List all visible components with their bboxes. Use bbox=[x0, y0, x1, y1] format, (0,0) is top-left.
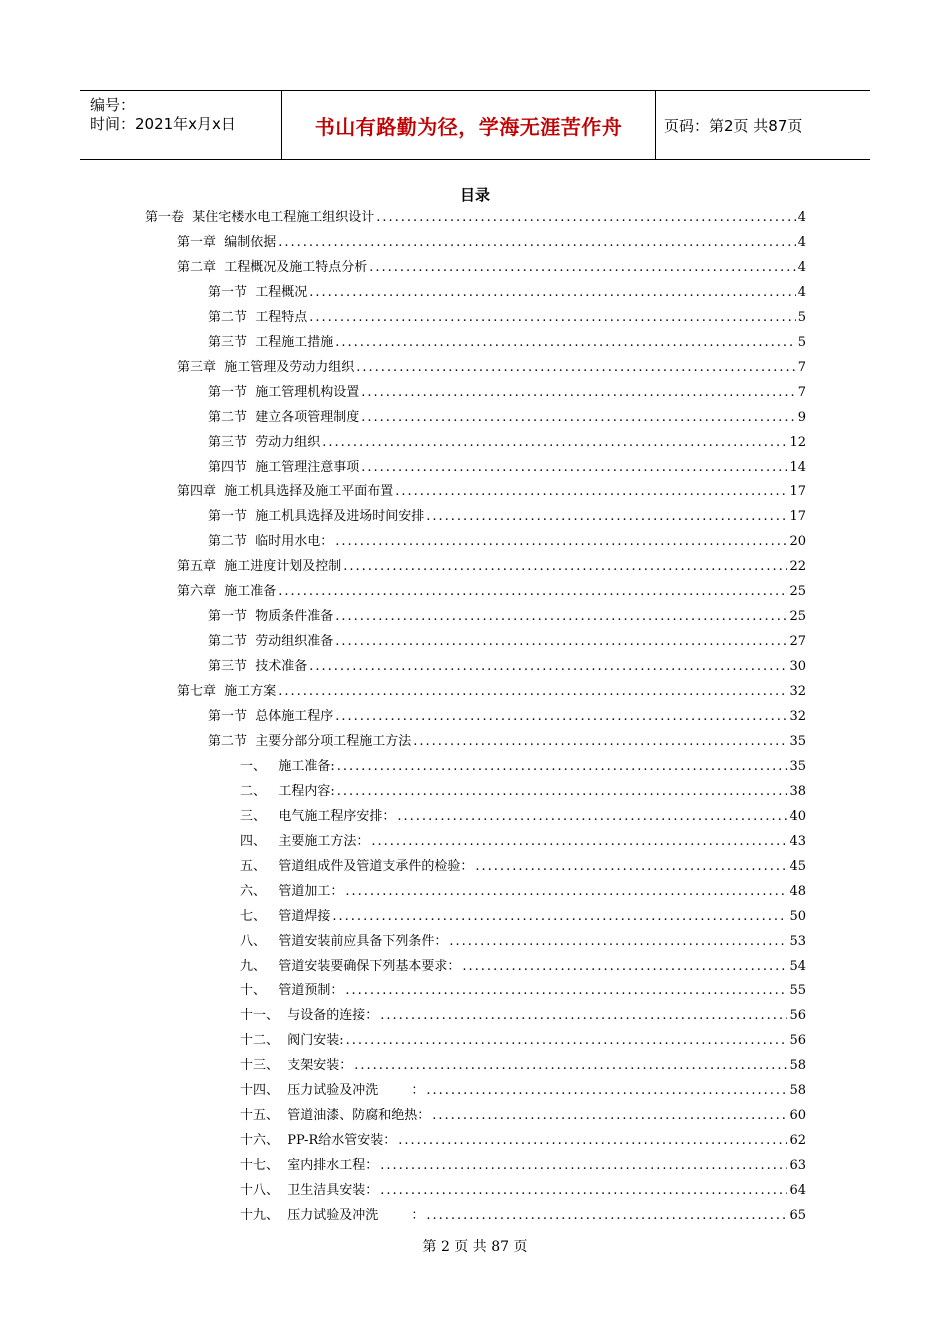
toc-entry[interactable] bbox=[240, 1031, 806, 1051]
toc-entry-title: 十七、 室内排水工程： bbox=[240, 1158, 379, 1174]
toc-entry[interactable] bbox=[240, 1131, 806, 1151]
toc-leader-dots bbox=[309, 308, 795, 328]
toc-leader-dots bbox=[397, 807, 787, 827]
toc-entry-title: 十六、 PP-R给水管安装： bbox=[240, 1133, 397, 1149]
toc-entry-title: 第二节 临时用水电： bbox=[208, 534, 334, 550]
toc-entry-page: 53 bbox=[789, 933, 806, 949]
toc-entry[interactable] bbox=[177, 482, 806, 502]
header-left-cell bbox=[80, 91, 281, 159]
toc-entry[interactable] bbox=[208, 383, 806, 403]
toc-entry[interactable] bbox=[177, 258, 806, 278]
toc-entry-page: 65 bbox=[789, 1208, 806, 1223]
toc-entry-title: 十五、 管道油漆、防腐和绝热： bbox=[240, 1108, 431, 1124]
toc-entry-title: 第一节 工程概况 bbox=[208, 284, 308, 300]
toc-leader-dots bbox=[413, 732, 787, 752]
toc-entry-page: 25 bbox=[789, 609, 806, 625]
toc-entry-page: 17 bbox=[789, 509, 806, 525]
toc-entry[interactable] bbox=[240, 1206, 806, 1226]
header-page-info: 页码：第2页 共87页 bbox=[664, 116, 803, 135]
toc-entry-page: 4 bbox=[797, 259, 806, 275]
toc-entry-page: 5 bbox=[797, 309, 806, 325]
toc-entry-title: 十九、 压力试验及冲洗 ： bbox=[240, 1208, 425, 1223]
toc-entry-title: 第三节 工程施工措施 bbox=[208, 334, 334, 350]
document-time-label: 时间：2021年x月x日 bbox=[90, 115, 236, 133]
toc-entry-title: 第一节 总体施工程序 bbox=[208, 709, 334, 724]
toc-entry-title: 三、 电气施工程序安排： bbox=[240, 808, 396, 824]
toc-entry[interactable] bbox=[177, 557, 806, 577]
toc-entry-title: 第一章 编制依据 bbox=[177, 234, 277, 250]
toc-leader-dots bbox=[380, 1181, 787, 1201]
toc-leader-dots bbox=[395, 482, 787, 502]
toc-entry-page: 45 bbox=[789, 858, 806, 874]
toc-entry-page: 43 bbox=[789, 833, 806, 849]
toc-entry-title: 十四、 压力试验及冲洗 ： bbox=[240, 1083, 425, 1099]
toc-entry[interactable] bbox=[208, 333, 806, 353]
toc-entry-title: 第二节 工程特点 bbox=[208, 309, 308, 325]
toc-entry-title: 第一节 施工管理机构设置 bbox=[208, 384, 360, 400]
toc-entry-page: 25 bbox=[789, 584, 806, 600]
toc-entry-page: 58 bbox=[789, 1058, 806, 1074]
toc-entry-page: 4 bbox=[797, 284, 806, 300]
toc-entry-title: 十一、 与设备的连接： bbox=[240, 1008, 379, 1024]
toc-entry[interactable] bbox=[240, 981, 806, 1001]
toc-leader-dots bbox=[335, 707, 787, 727]
toc-leader-dots bbox=[380, 1006, 787, 1026]
toc-entry-title: 十二、 阀门安装: bbox=[240, 1033, 344, 1049]
toc-entry[interactable] bbox=[240, 857, 806, 877]
toc-entry-title: 五、 管道组成件及管道支承件的检验： bbox=[240, 858, 474, 874]
toc-entry-page: 4 bbox=[797, 210, 806, 225]
toc-entry[interactable] bbox=[177, 582, 806, 602]
toc-entry-page: 27 bbox=[789, 634, 806, 650]
toc-entry-title: 第五章 施工进度计划及控制 bbox=[177, 559, 342, 575]
toc-leader-dots bbox=[361, 383, 795, 403]
toc-entry-page: 60 bbox=[789, 1108, 806, 1124]
toc-entry-title: 第三节 技术准备 bbox=[208, 659, 308, 675]
toc-leader-dots bbox=[337, 782, 788, 802]
toc-entry-title: 第二节 建立各项管理制度 bbox=[208, 409, 360, 425]
toc-entry-title: 第三章 施工管理及劳动力组织 bbox=[177, 359, 355, 375]
toc-entry[interactable] bbox=[208, 732, 806, 752]
toc-entry-page: 4 bbox=[797, 234, 806, 250]
toc-entry[interactable] bbox=[208, 433, 806, 453]
toc-leader-dots bbox=[335, 632, 787, 652]
toc-entry-title: 六、 管道加工： bbox=[240, 883, 344, 899]
toc-leader-dots bbox=[278, 582, 787, 602]
toc-entry[interactable] bbox=[208, 308, 806, 328]
toc-entry-page: 56 bbox=[789, 1008, 806, 1024]
toc-entry[interactable] bbox=[145, 208, 806, 228]
header-motto: 书山有路勤为径，学海无涯苦作舟 bbox=[314, 114, 623, 139]
toc-leader-dots bbox=[345, 882, 787, 902]
toc-entry[interactable] bbox=[240, 932, 806, 952]
toc-entry[interactable] bbox=[240, 1181, 806, 1201]
toc-entry-title: 第六章 施工准备 bbox=[177, 584, 277, 600]
toc-entry-title: 四、 主要施工方法： bbox=[240, 833, 370, 849]
toc-entry[interactable] bbox=[240, 1056, 806, 1076]
toc-entry[interactable] bbox=[240, 907, 806, 927]
toc-entry-title: 第四节 施工管理注意事项 bbox=[208, 459, 360, 475]
toc-leader-dots bbox=[354, 1056, 787, 1076]
toc-entry-title: 第二节 主要分部分项工程施工方法 bbox=[208, 733, 412, 749]
toc-entry-page: 5 bbox=[797, 334, 806, 350]
toc-entry-page: 62 bbox=[789, 1133, 806, 1149]
toc-entry[interactable] bbox=[208, 632, 806, 652]
toc-entry[interactable] bbox=[177, 358, 806, 378]
toc-entry-page: 32 bbox=[789, 709, 806, 724]
toc-entry[interactable] bbox=[208, 408, 806, 428]
toc-entry[interactable] bbox=[240, 957, 806, 977]
toc-entry[interactable] bbox=[240, 1156, 806, 1176]
toc-entry-page: 54 bbox=[789, 958, 806, 974]
toc-leader-dots bbox=[426, 1081, 787, 1101]
toc-leader-dots bbox=[371, 832, 787, 852]
toc-entry-title: 七、 管道焊接 bbox=[240, 908, 331, 924]
toc-entry-title: 二、 工程内容: bbox=[240, 783, 335, 799]
page-footer: 第 2 页 共 87 页 bbox=[422, 1239, 528, 1255]
toc-leader-dots bbox=[345, 981, 787, 1001]
toc-entry[interactable] bbox=[177, 682, 806, 702]
toc-leader-dots bbox=[426, 507, 787, 527]
toc-leader-dots bbox=[335, 532, 787, 552]
toc-entry[interactable] bbox=[240, 807, 806, 827]
toc-entry-title: 第四章 施工机具选择及施工平面布置 bbox=[177, 484, 394, 500]
header-center-cell bbox=[281, 91, 656, 159]
toc-entry-title: 第二节 劳动组织准备 bbox=[208, 634, 334, 650]
toc-leader-dots bbox=[343, 557, 787, 577]
toc-entry[interactable] bbox=[208, 707, 806, 727]
toc-entry-title: 一、 施工准备: bbox=[240, 758, 335, 774]
toc-entry-title: 第三节 劳动力组织 bbox=[208, 434, 321, 450]
toc-leader-dots bbox=[398, 1131, 787, 1151]
toc-entry-page: 63 bbox=[789, 1158, 806, 1174]
toc-entry[interactable] bbox=[208, 657, 806, 677]
toc-entry-page: 48 bbox=[789, 883, 806, 899]
toc-entry[interactable] bbox=[240, 782, 806, 802]
toc-leader-dots bbox=[369, 258, 795, 278]
toc-entry-page: 32 bbox=[789, 684, 806, 700]
toc-leader-dots bbox=[322, 433, 787, 453]
toc-entry[interactable] bbox=[240, 832, 806, 852]
toc-leader-dots bbox=[449, 932, 787, 952]
toc-leader-dots bbox=[376, 208, 795, 228]
toc-entry-page: 58 bbox=[789, 1083, 806, 1099]
toc-leader-dots bbox=[380, 1156, 787, 1176]
toc-entry[interactable] bbox=[177, 233, 806, 253]
toc-entry-title: 第二章 工程概况及施工特点分析 bbox=[177, 259, 368, 275]
toc-entry-page: 55 bbox=[789, 983, 806, 999]
toc-entry-page: 20 bbox=[789, 534, 806, 550]
toc-entry-page: 14 bbox=[789, 459, 806, 475]
toc-leader-dots bbox=[432, 1106, 787, 1126]
toc-title: 目录 bbox=[459, 186, 490, 204]
toc-leader-dots bbox=[278, 682, 787, 702]
toc-entry-page: 17 bbox=[789, 484, 806, 500]
toc-leader-dots bbox=[332, 907, 787, 927]
toc-entry[interactable] bbox=[240, 1006, 806, 1026]
toc-entry-title: 第七章 施工方案 bbox=[177, 684, 277, 700]
toc-entry-page: 9 bbox=[797, 409, 806, 425]
toc-entry[interactable] bbox=[208, 507, 806, 527]
toc-entry[interactable] bbox=[240, 882, 806, 902]
toc-leader-dots bbox=[361, 458, 787, 478]
toc-entry-page: 12 bbox=[789, 434, 806, 450]
toc-leader-dots bbox=[337, 757, 788, 777]
toc-leader-dots bbox=[335, 607, 787, 627]
toc-entry-title: 第一节 施工机具选择及进场时间安排 bbox=[208, 509, 425, 525]
toc-entry-title: 十、 管道预制： bbox=[240, 983, 344, 999]
toc-leader-dots bbox=[309, 283, 795, 303]
toc-entry[interactable] bbox=[240, 1106, 806, 1126]
toc-entry-title: 十三、 支架安装： bbox=[240, 1058, 353, 1074]
toc-entry[interactable] bbox=[208, 532, 806, 552]
toc-entry[interactable] bbox=[208, 283, 806, 303]
toc-leader-dots bbox=[361, 408, 795, 428]
toc-entry-title: 第一卷 某住宅楼水电工程施工组织设计 bbox=[145, 210, 375, 225]
toc-leader-dots bbox=[335, 333, 795, 353]
toc-leader-dots bbox=[309, 657, 787, 677]
document-number-label: 编号： bbox=[90, 96, 136, 114]
toc-leader-dots bbox=[278, 233, 795, 253]
header-right-cell bbox=[656, 91, 870, 159]
toc-entry-title: 九、 管道安装要确保下列基本要求： bbox=[240, 958, 461, 974]
toc-entry[interactable] bbox=[240, 1081, 806, 1101]
toc-leader-dots bbox=[346, 1031, 788, 1051]
toc-leader-dots bbox=[426, 1206, 787, 1226]
toc-leader-dots bbox=[475, 857, 787, 877]
toc-entry-page: 30 bbox=[789, 659, 806, 675]
toc-entry-page: 40 bbox=[789, 808, 806, 824]
toc-entry-title: 八、 管道安装前应具备下列条件： bbox=[240, 933, 448, 949]
toc-entry-page: 50 bbox=[789, 908, 806, 924]
toc-entry-page: 35 bbox=[789, 733, 806, 749]
toc-leader-dots bbox=[356, 358, 795, 378]
toc-entry-page: 7 bbox=[797, 384, 806, 400]
toc-entry[interactable] bbox=[208, 458, 806, 478]
toc-leader-dots bbox=[462, 957, 787, 977]
toc-entry-page: 22 bbox=[789, 559, 806, 575]
toc-entry-page: 7 bbox=[797, 359, 806, 375]
toc-entry-page: 35 bbox=[789, 758, 806, 774]
toc-entry-page: 38 bbox=[789, 783, 806, 799]
toc-entry[interactable] bbox=[240, 757, 806, 777]
toc-entry-page: 64 bbox=[789, 1183, 806, 1199]
toc-entry-title: 十八、 卫生洁具安装： bbox=[240, 1183, 379, 1199]
toc-entry[interactable] bbox=[208, 607, 806, 627]
page-header bbox=[80, 90, 870, 160]
toc-entry-title: 第一节 物质条件准备 bbox=[208, 609, 334, 625]
toc-entry-page: 56 bbox=[789, 1033, 806, 1049]
